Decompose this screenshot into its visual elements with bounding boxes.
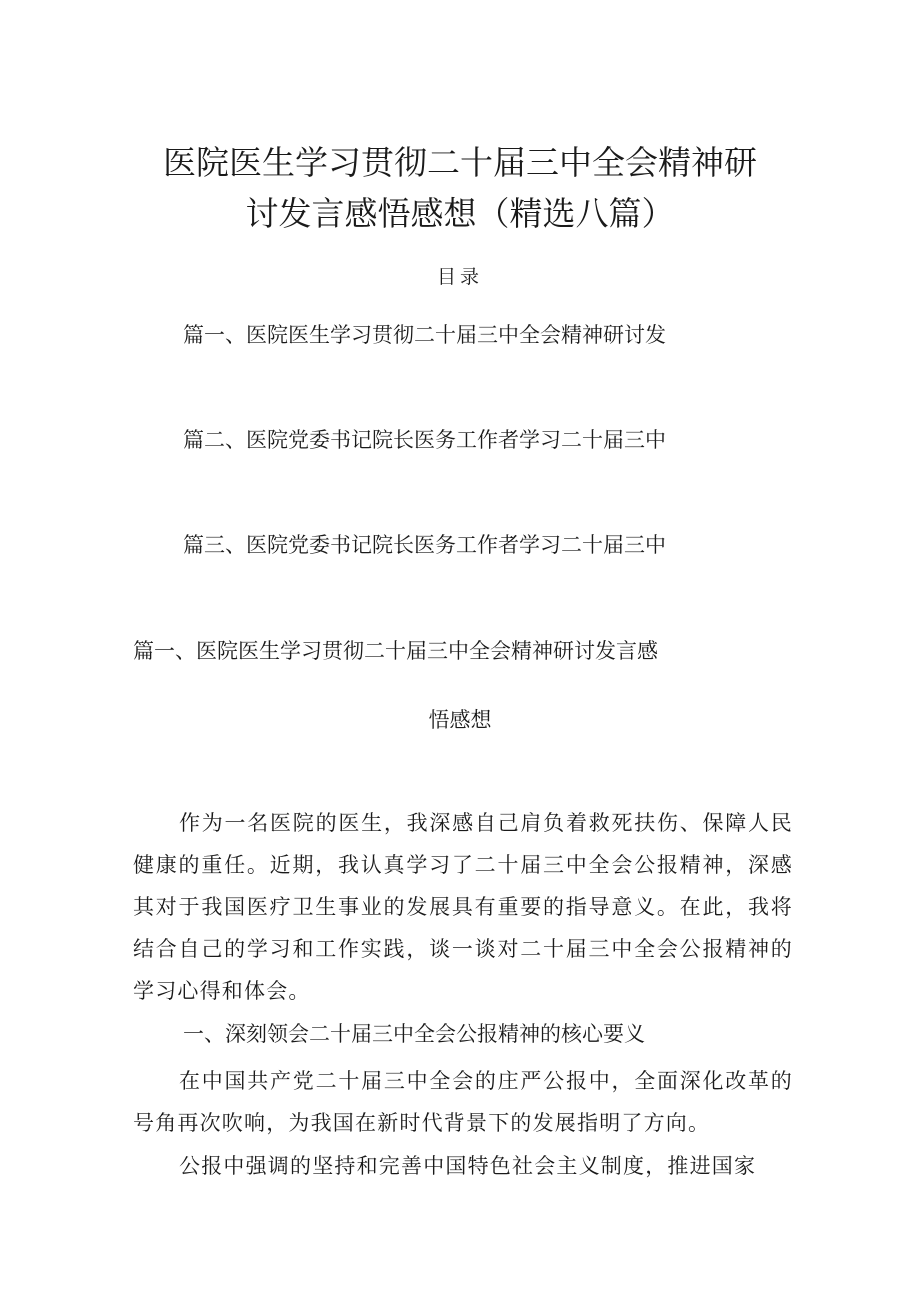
body-paragraph-2 [133, 1060, 793, 1144]
paragraph-text: 在中国共产党二十届三中全会的庄严公报中，全面深化改革的号角再次吹响，为我国在新时代背景下的发展指明了方向。 [133, 1069, 793, 1135]
body-paragraph-1 [133, 802, 793, 1012]
sub-heading-1: 一、深刻领会二十届三中全会公报精神的核心要义 [183, 1022, 645, 1046]
section-title-line-1: 篇一、医院医生学习贯彻二十届三中全会精神研讨发言感 [133, 639, 658, 663]
document-title-line-1: 医院医生学习贯彻二十届三中全会精神研 [163, 143, 757, 182]
section-title-line-2: 悟感想 [428, 708, 492, 732]
paragraph-text: 公报中强调的坚持和完善中国特色社会主义制度，推进国家 [179, 1154, 757, 1178]
toc-heading: 目录 [436, 266, 483, 288]
body-paragraph-3 [133, 1145, 793, 1187]
toc-item-2[interactable]: 篇二、医院党委书记院长医务工作者学习二十届三中 [183, 428, 666, 452]
document-title-line-2: 讨发言感悟感想（精选八篇） [245, 194, 675, 233]
toc-item-1[interactable]: 篇一、医院医生学习贯彻二十届三中全会精神研讨发 [183, 323, 666, 347]
paragraph-text: 作为一名医院的医生，我深感自己肩负着救死扶伤、保障人民健康的重任。近期，我认真学习了二十届三中全会公报精神，深感其对于我国医疗卫生事业的发展具有重要的指导意义。在此，我将结合自己的学习和工作实践，谈一谈对二十届三中全会公报精神的学习心得和体会。 [133, 811, 793, 1003]
toc-item-3[interactable]: 篇三、医院党委书记院长医务工作者学习二十届三中 [183, 533, 666, 557]
